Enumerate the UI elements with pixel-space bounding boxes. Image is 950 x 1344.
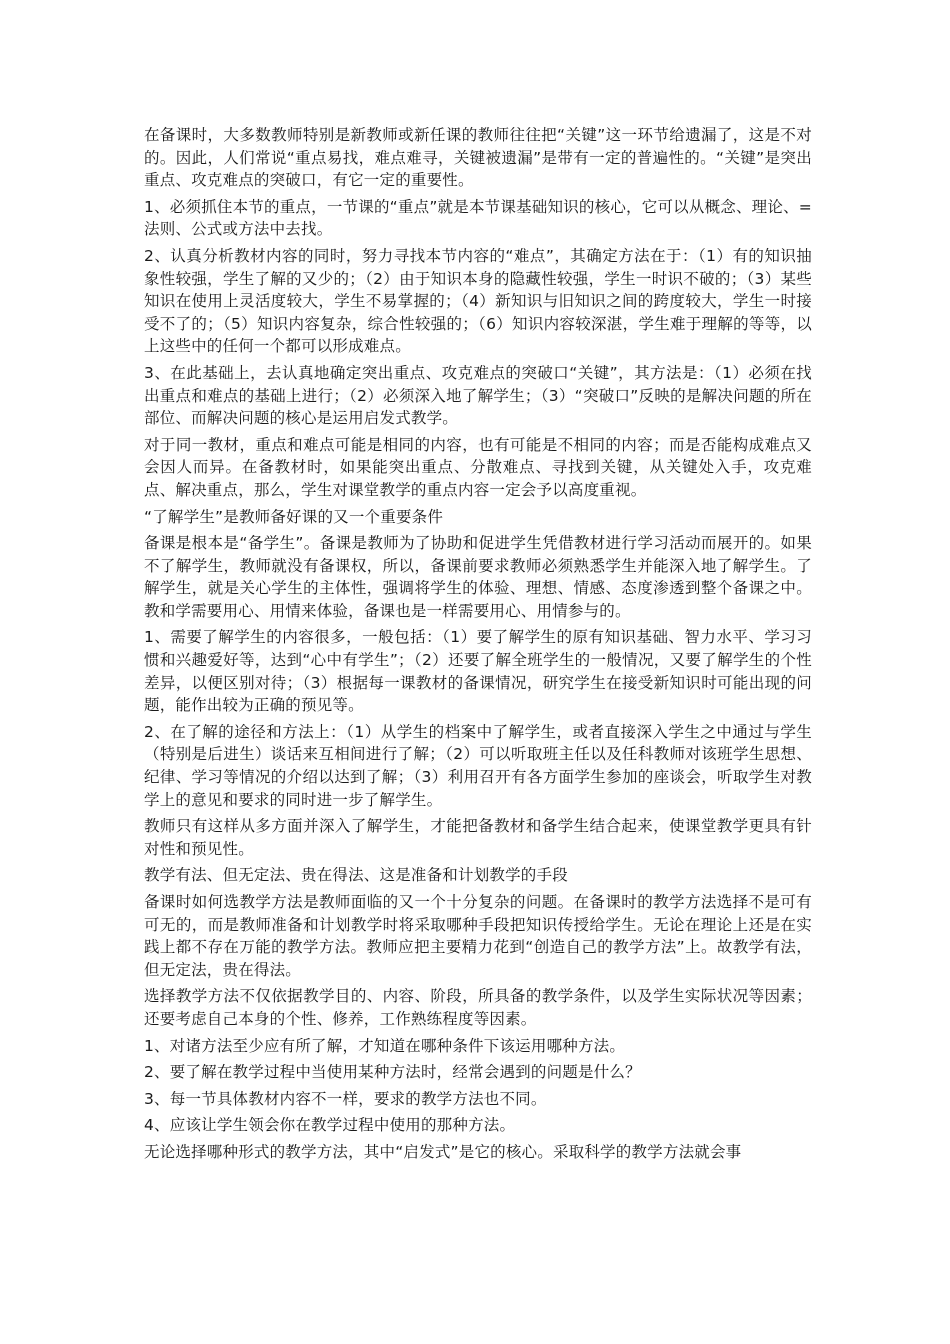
list-item-1: 1、对诸方法至少应有所了解，才知道在哪种条件下该运用哪种方法。 — [144, 1036, 626, 1055]
paragraph-method-factors: 选择教学方法不仅依据教学目的、内容、阶段，所具备的教学条件，以及学生实际状况等因素；还要考虑自己本身的个性、修养，工作熟练程度等因素。 — [144, 987, 812, 1028]
paragraph-same-material: 对于同一教材，重点和难点可能是相同的内容，也有可能是不相同的内容；而是否能构成难点又会因人而异。在备教材时，如果能突出重点、分散难点、寻找到关键，从关键处入手，攻克难点、解决重点，那么，学生对课堂教学的重点内容一定会予以高度重视。 — [144, 435, 812, 499]
paragraph-combine: 教师只有这样从多方面并深入了解学生，才能把备教材和备学生结合起来，使课堂教学更具有针对性和预见性。 — [144, 817, 812, 858]
paragraph-key-point: 1、必须抓住本节的重点，一节课的“重点”就是本节课基础知识的核心，它可以从概念、理论、=法则、公式或方法中去找。 — [144, 197, 812, 239]
paragraph-student-content: 1、需要了解学生的内容很多，一般包括：（1）要了解学生的原有知识基础、智力水平、学习习惯和兴趣爱好等，达到“心中有学生”；（2）还要了解全班学生的一般情况，又要了解学生的个性差异，以便区别对待；（3）根据每一课教材的备课情况，研究学生在接受新知识时可能出现的问题，能作出较为正确的预见等。 — [144, 628, 812, 715]
list-item-3: 3、每一节具体教材内容不一样，要求的教学方法也不同。 — [144, 1089, 547, 1108]
paragraph-intro: 在备课时，大多数教师特别是新教师或新任课的教师往往把“关键”这一环节给遗漏了，这是不对的。因此，人们常说“重点易找，难点难寻，关键被遗漏”是带有一定的普遍性的。“关键”是突出重点、攻克难点的突破口，有它一定的重要性。 — [144, 126, 812, 190]
list-item-2: 2、要了解在教学过程中当使用某种方法时，经常会遇到的问题是什么？ — [144, 1063, 641, 1082]
paragraph-difficult-point: 2、认真分析教材内容的同时，努力寻找本节内容的“难点”，其确定方法在于：（1）有的知识抽象性较强，学生了解的又少的；（2）由于知识本身的隐藏性较强，学生一时识不破的；（3）某些知识在使用上灵活度较大，学生不易掌握的；（4）新知识与旧知识之间的跨度较大，学生一时接受不了的；（5）知识内容复杂，综合性较强的；（6）知识内容较深湛，学生难于理解的等等，以上这些中的任何一个都可以形成难点。 — [144, 246, 812, 356]
paragraph-prepare-students: 备课是根本是“备学生”。备课是教师为了协助和促进学生凭借教材进行学习活动而展开的。如果不了解学生，教师就没有备课权，所以，备课前要求教师必须熟悉学生并能深入地了解学生。了解学生，就是关心学生的主体性，强调将学生的体验、理想、情感、态度渗透到整个备课之中。教和学需要用心、用情来体验，备课也是一样需要用心、用情参与的。 — [144, 534, 812, 620]
paragraph-choose-method: 备课时如何选教学方法是教师面临的又一个十分复杂的问题。在备课时的教学方法选择不是可有可无的，而是教师准备和计划教学时将采取哪种手段把知识传授给学生。无论在理论上还是在实践上都不存在万能的教学方法。教师应把主要精力花到“创造自己的教学方法”上。故教学有法，但无定法，贵在得法。 — [144, 893, 812, 979]
paragraph-student-methods: 2、在了解的途径和方法上：（1）从学生的档案中了解学生，或者直接深入学生之中通过与学生（特别是后进生）谈话来互相间进行了解；（2）可以听取班主任以及任科教师对该班学生思想、纪律、学习等情况的介绍以达到了解；（3）利用召开有各方面学生参加的座谈会，听取学生对教学上的意见和要求的同时进一步了解学生。 — [144, 722, 812, 809]
document-body — [144, 124, 812, 1168]
list-item-4: 4、应该让学生领会你在教学过程中使用的那种方法。 — [144, 1116, 516, 1135]
section-heading-teaching-methods: 教学有法、但无定法、贵在得法、这是准备和计划教学的手段 — [144, 866, 568, 885]
paragraph-heuristic: 无论选择哪种形式的教学方法，其中“启发式”是它的核心。采取科学的教学方法就会事 — [144, 1142, 742, 1161]
paragraph-breakthrough: 3、在此基础上，去认真地确定突出重点、攻克难点的突破口“关键”，其方法是：（1）必须在找出重点和难点的基础上进行；（2）必须深入地了解学生；（3）“突破口”反映的是解决问题的所在部位、而解决问题的核心是运用启发式教学。 — [144, 363, 812, 428]
section-heading-know-students: “了解学生”是教师备好课的又一个重要条件 — [144, 507, 444, 526]
